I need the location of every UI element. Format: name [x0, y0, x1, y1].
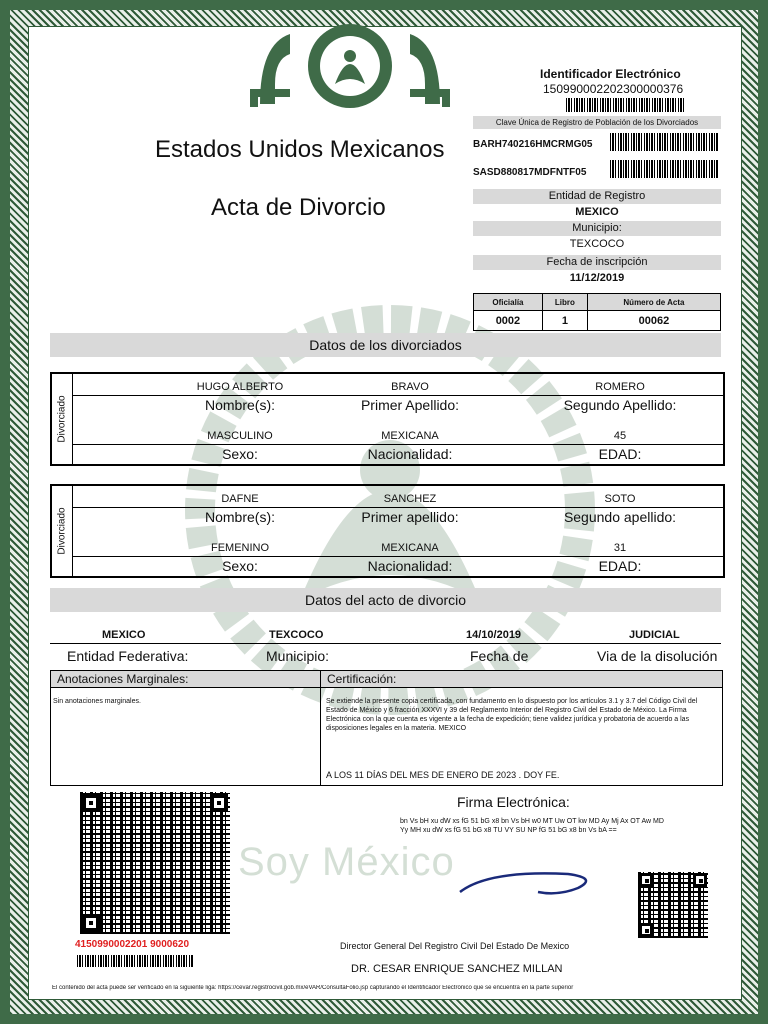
acto-via-value: JUDICIAL [629, 629, 680, 641]
libro-label: Libro [542, 294, 587, 311]
oficialia-label: Oficialía [474, 294, 543, 311]
divorciado-2-box [50, 484, 725, 578]
nombre-label: Nombre(s): [204, 509, 275, 525]
acto-via-label: Via de la disolución [597, 648, 718, 664]
folio-number: 4150990002201 9000620 [75, 939, 190, 950]
nombre-label: Nombre(s): [204, 397, 275, 413]
numero-acta-value: 00062 [587, 311, 720, 331]
primer-apellido-value: SANCHEZ [383, 493, 437, 505]
segundo-apellido-value: SOTO [604, 493, 636, 505]
document-title: Acta de Divorcio [211, 194, 386, 221]
anotaciones-label: Anotaciones Marginales: [51, 671, 320, 688]
certificacion-label: Certificación: [321, 671, 722, 688]
nacionalidad-value: MEXICANA [381, 430, 439, 442]
nombre-value: HUGO ALBERTO [196, 381, 284, 393]
oficialia-value: 0002 [474, 311, 543, 331]
acto-entidad-label: Entidad Federativa: [67, 648, 189, 664]
sexo-label: Sexo: [222, 558, 258, 574]
firma-hash: bn Vs bH xu dW xs fG 51 bG x8 bn Vs bH w0 MT Uw OT kw MD Ay Mj Ax OT Aw MD Yy MH xu dW xs fG 51 bG x8 TU VY SU NP fG 51 bG x8 bn Vs bA == [400, 818, 664, 834]
footer-note: El contenido del acta puede ser verificado en la siguiente liga: https://cevar.registrocivil.gob.mx/eVAR/ConsultaFolio.jsp capturando el Identificador Electrónico que se encuentra en la parte superior [52, 985, 574, 991]
director-title: Director General Del Registro Civil Del Estado De Mexico [340, 941, 570, 951]
acto-municipio-label: Municipio: [266, 648, 330, 664]
entidad-registro-label: Entidad de Registro [473, 189, 721, 204]
segundo-apellido-label: Segundo Apellido: [563, 397, 677, 413]
folio-barcode [77, 955, 193, 967]
municipio-value: TEXCOCO [569, 238, 625, 250]
director-name: DR. CESAR ENRIQUE SANCHEZ MILLAN [351, 963, 563, 975]
anotaciones-text: Sin anotaciones marginales. [53, 698, 141, 705]
annotations-box [50, 670, 723, 786]
fecha-inscripcion-label: Fecha de inscripción [473, 255, 721, 270]
certificacion-fecha: A LOS 11 DÍAS DEL MES DE ENERO DE 2023 . DOY FE. [326, 770, 560, 780]
identificador-value: 150990002202300000376 [543, 82, 684, 96]
curp-2-barcode [610, 160, 718, 178]
municipio-label: Municipio: [473, 221, 721, 236]
primer-apellido-value: BRAVO [391, 381, 429, 393]
oficialia-table [473, 293, 721, 331]
edad-value: 31 [613, 542, 627, 554]
sexo-value: MASCULINO [207, 430, 273, 442]
primer-apellido-label: Primer apellido: [361, 509, 459, 525]
edad-value: 45 [613, 430, 627, 442]
qr-code-icon [80, 792, 230, 934]
divorciado-side-label: Divorciado [52, 486, 73, 576]
acto-section-title: Datos del acto de divorcio [50, 588, 721, 612]
acto-entidad-value: MEXICO [102, 629, 146, 641]
national-seal-icon [250, 14, 450, 114]
signature-icon [448, 860, 608, 900]
identificador-barcode [566, 98, 684, 112]
acto-fecha-label: Fecha de [470, 648, 529, 664]
nacionalidad-value: MEXICANA [381, 542, 439, 554]
nombre-value: DAFNE [221, 493, 259, 505]
primer-apellido-label: Primer Apellido: [360, 397, 460, 413]
qr-code-small-icon [638, 872, 708, 938]
identificador-label: Identificador Electrónico [540, 67, 681, 81]
edad-label: EDAD: [598, 558, 642, 574]
slogan: Soy México [238, 840, 455, 884]
curp-label: Clave Única de Registro de Población de los Divorciados [473, 116, 721, 129]
acto-fecha-value: 14/10/2019 [466, 629, 522, 641]
country-title: Estados Unidos Mexicanos [155, 136, 445, 163]
sexo-label: Sexo: [222, 446, 258, 462]
curp-2: SASD880817MDFNTF05 [473, 167, 587, 178]
sexo-value: FEMENINO [210, 542, 270, 554]
edad-label: EDAD: [598, 446, 642, 462]
divorciado-1-box [50, 372, 725, 466]
numero-acta-label: Número de Acta [587, 294, 720, 311]
segundo-apellido-value: ROMERO [595, 381, 645, 393]
curp-1: BARH740216HMCRMG05 [473, 139, 593, 150]
nacionalidad-label: Nacionalidad: [367, 446, 453, 462]
fecha-inscripcion-value: 11/12/2019 [569, 272, 625, 284]
certificacion-text: Se extiende la presente copia certificada, con fundamento en lo dispuesto por los artículos 3.1 y 3.7 del Código Civil del Estado de México y 6 fracción XXXVI y 39 del Reglamento Interior del Registro Civil del Estado de México. La Firma Electrónica con la que cuenta es vigente a la fecha de expedición; tiene validez jurídica y probatoria de acuerdo a las disposiciones legales en la materia. MEXICO [326, 698, 698, 732]
divorciados-section-title: Datos de los divorciados [50, 333, 721, 357]
firma-label: Firma Electrónica: [457, 794, 570, 810]
libro-value: 1 [542, 311, 587, 331]
divorciado-side-label: Divorciado [52, 374, 73, 464]
nacionalidad-label: Nacionalidad: [367, 558, 453, 574]
segundo-apellido-label: Segundo apellido: [563, 509, 677, 525]
acto-municipio-value: TEXCOCO [269, 629, 324, 641]
entidad-registro-value: MEXICO [575, 206, 619, 218]
curp-1-barcode [610, 133, 718, 151]
